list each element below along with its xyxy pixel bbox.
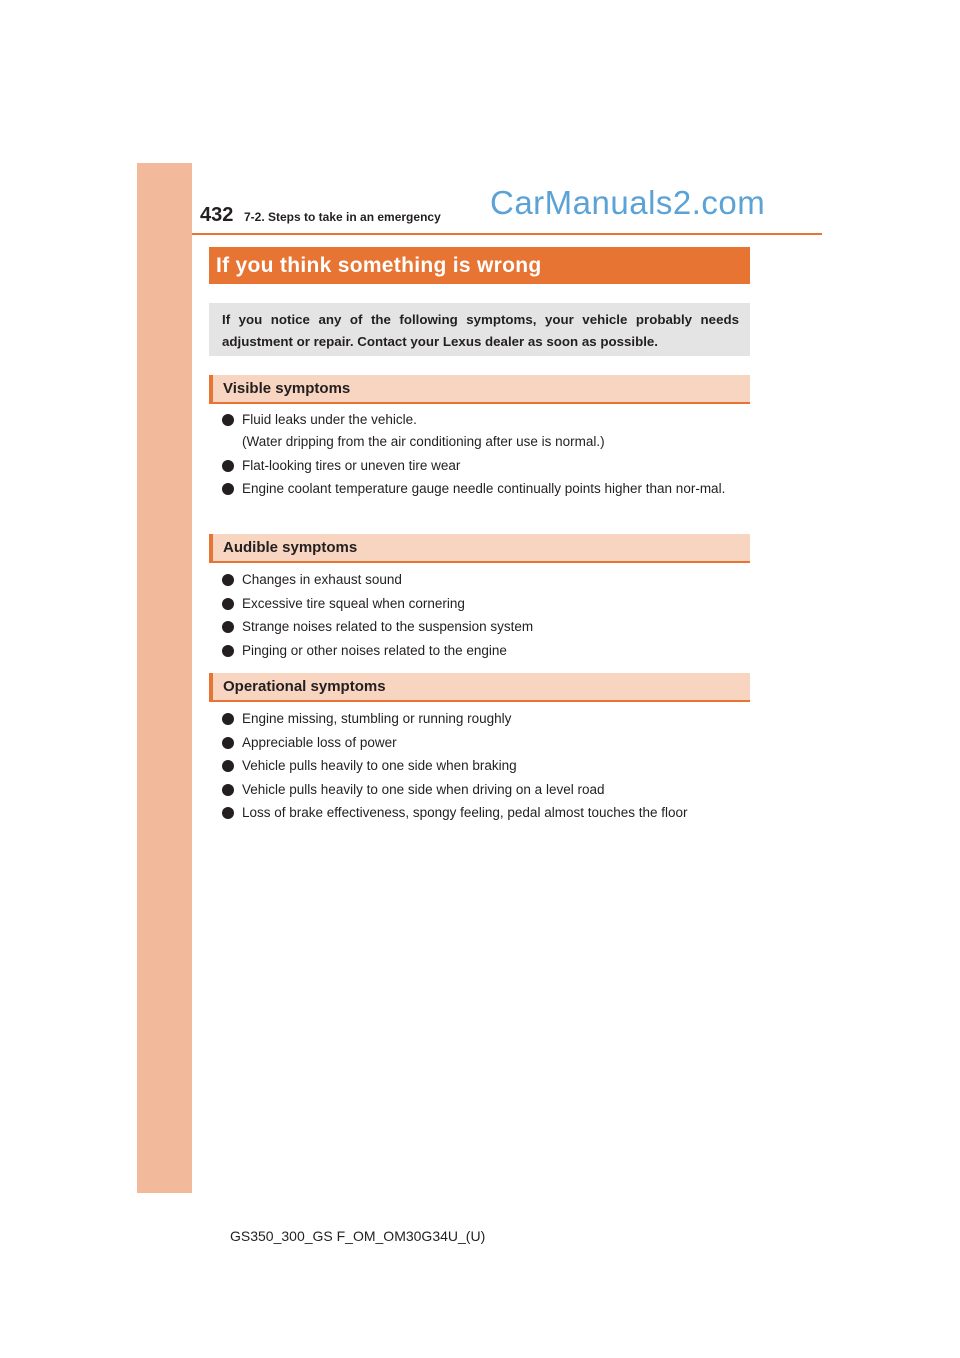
section-heading: Visible symptoms: [223, 380, 351, 397]
section-heading: Audible symptoms: [223, 539, 358, 556]
bullet-icon: [222, 414, 234, 426]
bullet-icon: [222, 574, 234, 586]
list-item-text: Appreciable loss of power: [242, 734, 397, 750]
list-item-text: Flat-looking tires or uneven tire wear: [242, 457, 461, 473]
page-title: If you think something is wrong: [216, 253, 542, 277]
list-item-text: Vehicle pulls heavily to one side when driving on a level road: [242, 781, 605, 797]
section-header-audible: [209, 534, 750, 563]
list-item: [222, 616, 750, 638]
list-item-text: Excessive tire squeal when cornering: [242, 595, 465, 611]
list-item-text: Pinging or other noises related to the engine: [242, 642, 507, 658]
visible-symptoms-list: [222, 409, 750, 502]
list-item-text: Strange noises related to the suspension system: [242, 619, 534, 634]
bullet-icon: [222, 713, 234, 725]
footer-code: GS350_300_GS F_OM_OM30G34U_(U): [230, 1228, 486, 1244]
section-label: 7-2. Steps to take in an emergency: [244, 210, 441, 224]
bullet-icon: [222, 598, 234, 610]
section-heading: Operational symptoms: [223, 678, 386, 695]
title-bar: [209, 247, 750, 284]
list-item: [222, 640, 750, 662]
list-item-text: Changes in exhaust sound: [242, 572, 402, 587]
list-item: [222, 755, 750, 777]
bullet-icon: [222, 737, 234, 749]
bullet-icon: [222, 784, 234, 796]
list-item: [222, 409, 750, 453]
audible-symptoms-list: [222, 569, 750, 663]
page-number: 432: [200, 204, 234, 226]
header-rule: [192, 233, 822, 235]
list-item: [222, 732, 750, 754]
list-item-text: Engine missing, stumbling or running roughly: [242, 711, 512, 726]
list-item: [222, 708, 750, 730]
list-item: [222, 455, 750, 477]
list-item-text: Loss of brake effectiveness, spongy feeling, pedal almost touches the floor: [242, 805, 688, 820]
bullet-icon: [222, 760, 234, 772]
section-header-operational: [209, 673, 750, 702]
list-item: [222, 802, 750, 824]
list-item: [222, 779, 750, 801]
watermark: CarManuals2.com: [490, 184, 766, 221]
list-item-text: Vehicle pulls heavily to one side when braking: [242, 758, 517, 773]
operational-symptoms-list: [222, 708, 750, 826]
list-item-text: Engine coolant temperature gauge needle continually points higher than nor-mal.: [242, 481, 726, 496]
list-item-text: Fluid leaks under the vehicle.: [242, 412, 417, 427]
bullet-icon: [222, 645, 234, 657]
intro-text: If you notice any of the following symptoms, your vehicle probably needs adjustment or repair. Contact your Lexus dealer as soon as possible.: [222, 312, 739, 349]
side-tab: [137, 163, 192, 1193]
list-item: [222, 569, 750, 591]
intro-box: [209, 303, 750, 356]
list-item-note: (Water dripping from the air conditioning after use is normal.): [242, 434, 605, 449]
bullet-icon: [222, 483, 234, 495]
bullet-icon: [222, 807, 234, 819]
bullet-icon: [222, 460, 234, 472]
list-item: [222, 593, 750, 615]
list-item: [222, 478, 750, 500]
bullet-icon: [222, 621, 234, 633]
section-header-visible: [209, 375, 750, 404]
